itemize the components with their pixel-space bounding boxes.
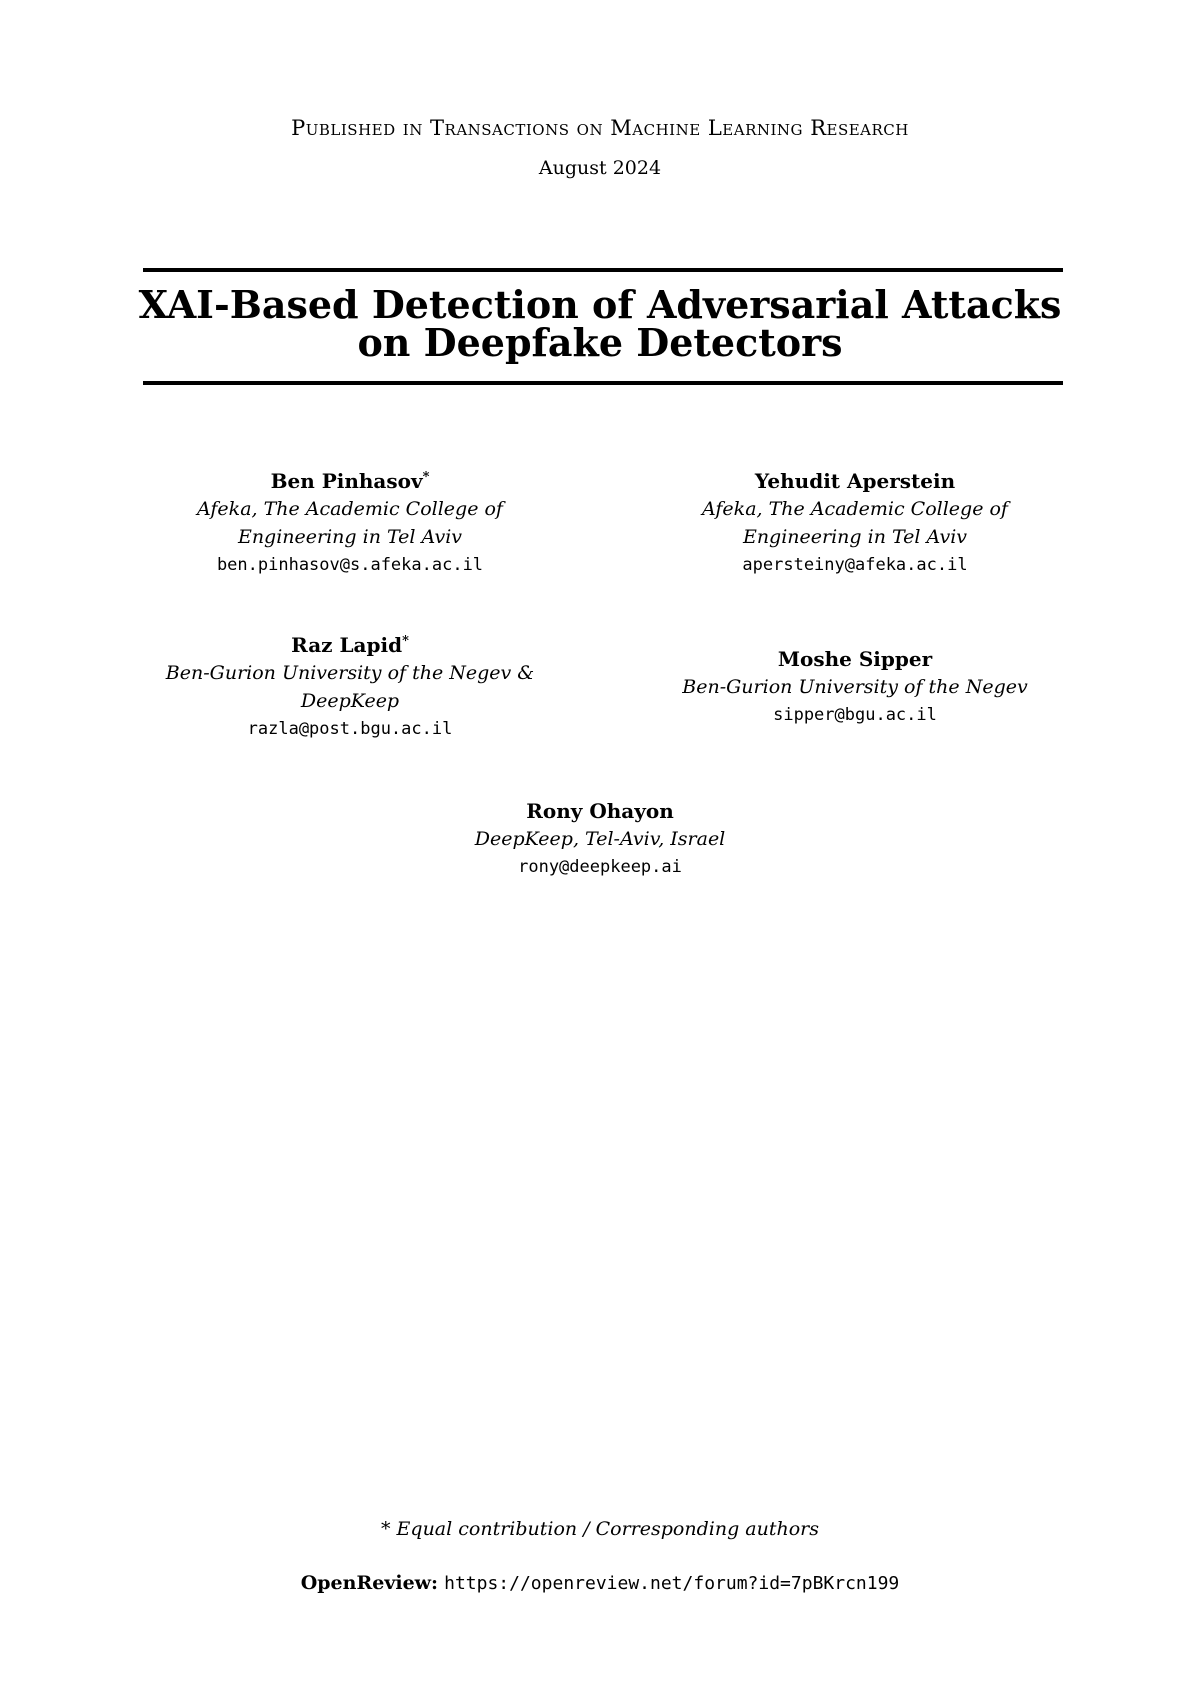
author-email[interactable]: sipper@bgu.ac.il: [773, 705, 937, 725]
author-affiliation: DeepKeep: [300, 690, 400, 712]
author-affiliation: Ben-Gurion University of the Negev: [682, 676, 1028, 698]
paper-title: [100, 282, 1100, 365]
openreview-link[interactable]: https://openreview.net/forum?id=7pBKrcn199: [444, 1573, 900, 1594]
openreview-line: [0, 1572, 1200, 1594]
author-email[interactable]: apersteiny@afeka.ac.il: [742, 555, 968, 575]
author-affiliation: DeepKeep, Tel-Aviv, Israel: [474, 828, 726, 850]
author-affiliation: Engineering in Tel Aviv: [742, 526, 968, 548]
author-name: Ben Pinhasov*: [270, 469, 430, 493]
author-name: Rony Ohayon: [526, 799, 674, 823]
author-email[interactable]: rony@deepkeep.ai: [518, 857, 682, 877]
author-block: [655, 645, 1055, 729]
title-rule-bottom: [143, 381, 1063, 385]
author-affiliation: Engineering in Tel Aviv: [237, 526, 463, 548]
title-line-1: XAI-Based Detection of Adversarial Attacks: [138, 282, 1062, 327]
author-block: [150, 631, 550, 743]
equal-contribution-mark: *: [402, 633, 409, 649]
author-name: Yehudit Aperstein: [754, 469, 956, 493]
equal-contribution-footnote: * Equal contribution / Corresponding authors: [381, 1518, 819, 1540]
author-affiliation: Afeka, The Academic College of: [702, 498, 1008, 520]
author-email[interactable]: ben.pinhasov@s.afeka.ac.il: [216, 555, 484, 575]
author-affiliation: Ben-Gurion University of the Negev &: [165, 662, 535, 684]
author-block: [150, 467, 550, 579]
openreview-label: OpenReview:: [300, 1572, 439, 1594]
author-name: Raz Lapid*: [291, 633, 409, 657]
author-name: Moshe Sipper: [777, 647, 933, 671]
journal-header: Published in Transactions on Machine Learning Research: [291, 116, 909, 140]
author-email[interactable]: razla@post.bgu.ac.il: [247, 719, 453, 739]
equal-contribution-mark: *: [422, 469, 430, 485]
title-rule-top: [143, 268, 1063, 272]
title-line-2: on Deepfake Detectors: [357, 320, 843, 365]
author-block: [400, 797, 800, 881]
author-block: [655, 467, 1055, 579]
author-affiliation: Afeka, The Academic College of: [197, 498, 503, 520]
publication-date: August 2024: [538, 157, 662, 179]
